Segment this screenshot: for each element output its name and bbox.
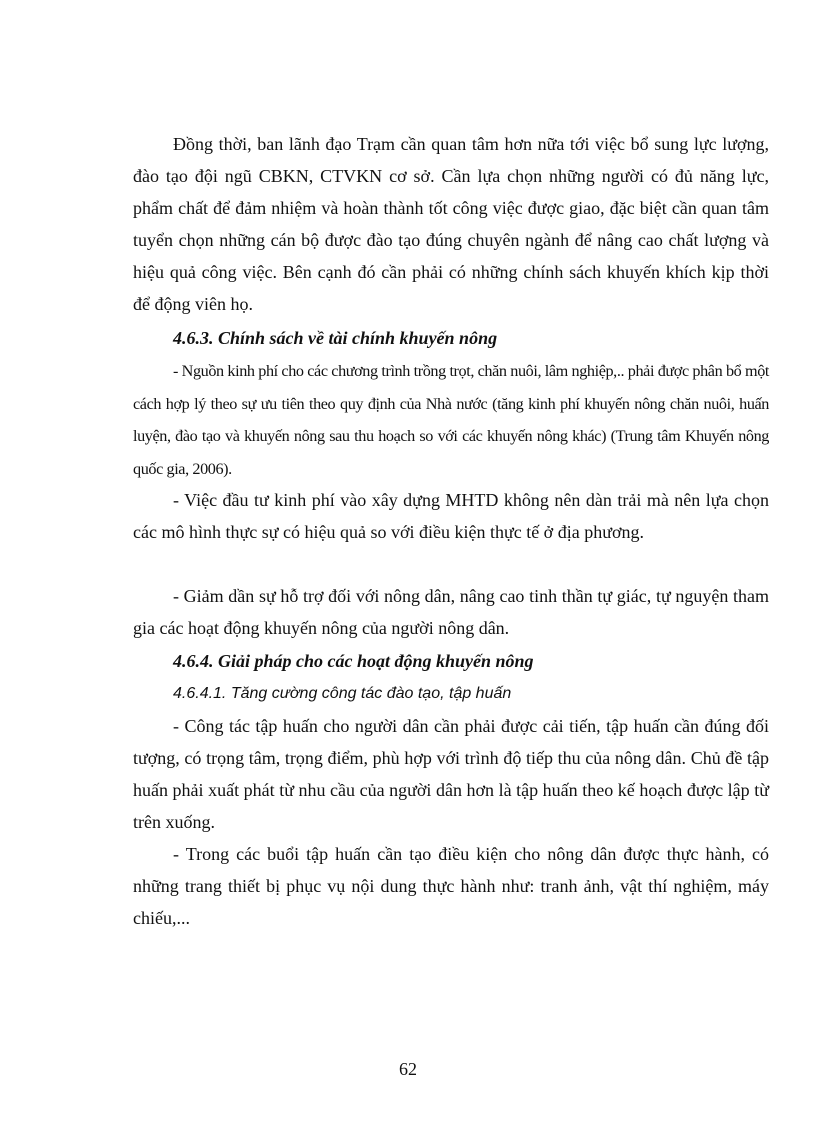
page-number: 62 — [399, 1059, 417, 1079]
paragraph-reduce-support: - Giảm dần sự hỗ trợ đối với nông dân, nâng cao tinh thần tự giác, tự nguyện tham gia các hoạt động khuyến nông của người nông dân. — [133, 586, 769, 638]
section-heading-4-6-3: 4.6.3. Chính sách về tài chính khuyến nông — [173, 328, 498, 348]
subsection-heading-4-6-4-1: 4.6.4.1. Tăng cường công tác đào tạo, tập huấn — [173, 685, 512, 702]
paragraph-model-investment: - Việc đầu tư kinh phí vào xây dựng MHTD không nên dàn trải mà nên lựa chọn các mô hình thực sự có hiệu quả so với điều kiện thực tế ở địa phương. — [133, 490, 769, 542]
section-heading-4-6-4: 4.6.4. Giải pháp cho các hoạt động khuyến nông — [173, 651, 534, 671]
paragraph-funding-allocation: - Nguồn kinh phí cho các chương trình trồng trọt, chăn nuôi, lâm nghiệp,.. phải được phân bổ một cách hợp lý theo sự ưu tiên theo quy định của Nhà nước (tăng kinh phí khuyến nông chăn nuôi, huấn luyện, đào tạo và khuyến nông sau thu hoạch so với các khuyến nông khác) (Trung tâm Khuyến nông quốc gia, 2006). — [133, 362, 769, 478]
paragraph-training-improvement: - Công tác tập huấn cho người dân cần phải được cải tiến, tập huấn cần đúng đối tượng, có trọng tâm, trọng điểm, phù hợp với trình độ tiếp thu của nông dân. Chủ đề tập huấn phải xuất phát từ nhu cầu của người dân hơn là tập huấn theo kế hoạch được lập từ trên xuống. — [133, 716, 769, 832]
paragraph-staff-training: Đồng thời, ban lãnh đạo Trạm cần quan tâm hơn nữa tới việc bổ sung lực lượng, đào tạo đội ngũ CBKN, CTVKN cơ sở. Cần lựa chọn những người có đủ năng lực, phẩm chất để đảm nhiệm và hoàn thành tốt công việc được giao, đặc biệt cần quan tâm tuyển chọn những cán bộ được đào tạo đúng chuyên ngành để nâng cao chất lượng và hiệu quả công việc. Bên cạnh đó cần phải có những chính sách khuyến khích kịp thời để động viên họ. — [133, 134, 769, 314]
paragraph-practice-conditions: - Trong các buổi tập huấn cần tạo điều kiện cho nông dân được thực hành, có những trang thiết bị phục vụ nội dung thực hành như: tranh ảnh, vật thí nghiệm, máy chiếu,... — [133, 844, 769, 928]
